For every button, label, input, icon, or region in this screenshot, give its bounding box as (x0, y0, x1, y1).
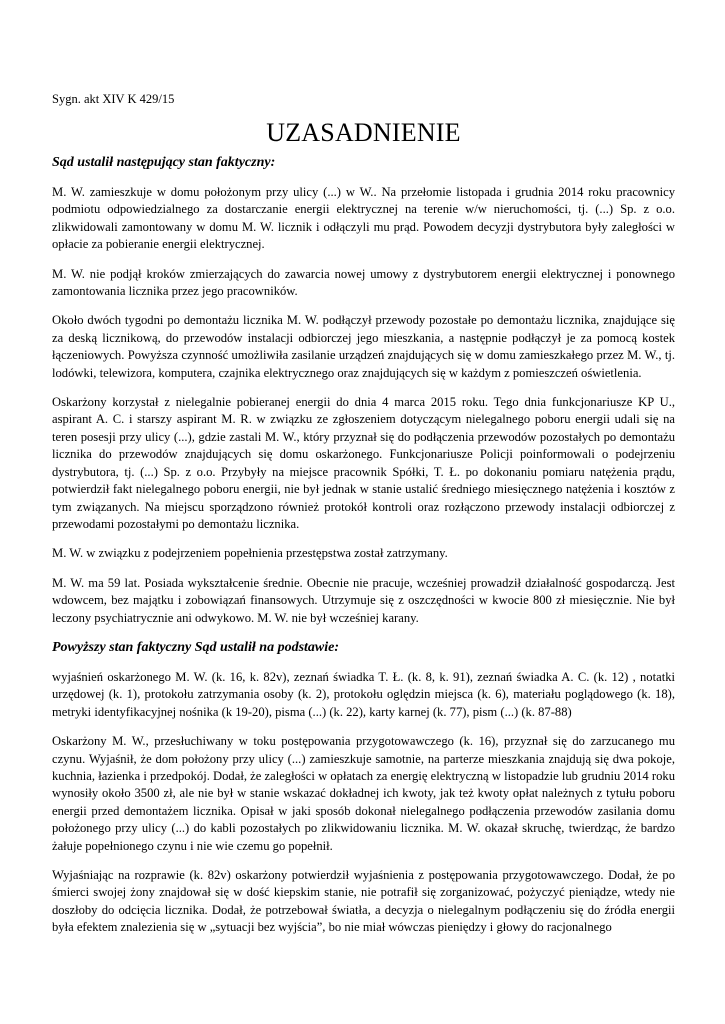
basis-paragraph: Wyjaśniając na rozprawie (k. 82v) oskarżony potwierdził wyjaśnienia z postępowania przygotowawczego. Dodał, że po śmierci swojej żony znajdował się w dość kiepskim stanie, nie potrafił się zorganizować, pożyczyć pieniądze, wtedy nie doszłoby do odcięcia licznika. Dodał, że potrzebował światła, a decyzja o nielegalnym podłączeniu się do źródła energii była efektem znalezienia się w „sytuacji bez wyjścia”, bo nie miał wówczas pieniędzy i głowy do racjonalnego (52, 868, 675, 935)
document-title: UZASADNIENIE (266, 118, 461, 147)
case-signature: Sygn. akt XIV K 429/15 (52, 92, 175, 106)
basis-heading: Powyższy stan faktyczny Sąd ustalił na podstawie: (52, 639, 340, 655)
facts-paragraph: M. W. ma 59 lat. Posiada wykształcenie średnie. Obecnie nie pracuje, wcześniej prowadził działalność gospodarczą. Jest wdowcem, bez majątku i zobowiązań finansowych. Utrzymuje się z oszczędności w kwocie 800 zł miesięcznie. Nie był leczony psychiatrycznie ani odwykowo. M. W. nie był wcześniej karany. (52, 575, 675, 625)
facts-paragraph: M. W. nie podjął kroków zmierzających do zawarcia nowej umowy z dystrybutorem energii elektrycznej i ponownego zamontowania licznika przez jego pracowników. (52, 266, 675, 299)
facts-paragraph: M. W. zamieszkuje w domu położonym przy ulicy (...) w W.. Na przełomie listopada i grudnia 2014 roku pracownicy podmiotu odpowiedzialnego za dostarczanie energii elektrycznej na terenie w/w nieruchomości, tj. (...) Sp. z o.o. zlikwidowali zamontowany w domu M. W. licznik i odłączyli mu prąd. Powodem decyzji dystrybutora były zaległości w opłacie za pobieranie energii elektrycznej. (52, 185, 675, 252)
facts-paragraph: Około dwóch tygodni po demontażu licznika M. W. podłączył przewody pozostałe po demontażu licznika, znajdujące się za deską licznikową, do przewodów instalacji odbiorczej jego mieszkania, a następnie podłączył je za pomocą kostek łączeniowych. Powyższa czynność umożliwiła zasilanie urządzeń znajdujących się w domu zamieszkałego przez M. W., tj. lodówki, telewizora, komputera, czajnika elektrycznego oraz znajdujących się w każdym z pomieszczeń oświetlenia. (52, 313, 675, 380)
basis-paragraph: wyjaśnień oskarżonego M. W. (k. 16, k. 82v), zeznań świadka T. Ł. (k. 8, k. 91), zeznań świadka A. C. (k. 12) , notatki urzędowej (k. 1), protokołu zatrzymania osoby (k. 2), protokołu oględzin miejsca (k. 6), materiału poglądowego (k. 18), metryki identyfikacyjnej nośnika (k 19-20), pisma (...) (k. 22), karty karnej (k. 77), pism (...) (k. 87-88) (52, 669, 675, 719)
facts-heading: Sąd ustalił następujący stan faktyczny: (52, 155, 276, 170)
facts-paragraph: M. W. w związku z podejrzeniem popełnienia przestępstwa został zatrzymany. (52, 546, 448, 561)
facts-paragraph: Oskarżony korzystał z nielegalnie pobieranej energii do dnia 4 marca 2015 roku. Tego dnia funkcjonariusze KP U., aspirant A. C. i starszy aspirant M. R. w związku ze zgłoszeniem dotyczącym nielegalnego poboru energii udali się na teren posesji przy ulicy (...), gdzie zastali M. W., który przyznał się do podłączenia przewodów pozostałych po demontażu licznika do przewodów znajdujących się domu oskarżonego. Funkcjonariusze Policji poinformowali o podejrzeniu dystrybutora, tj. (...) Sp. z o.o. Przybyły na miejsce pracownik Spółki, T. Ł. po dokonaniu pomiaru natężenia prądu, potwierdził fakt nielegalnego poboru energii, nie był jednak w stanie ustalić średniego miesięcznego natężenia i kosztów z tym związanych. Na miejscu sporządzono również protokół kontroli oraz rozłączono przewody instalacji odbiorczej z przewodami pozostałymi po demontażu licznika. (52, 395, 675, 531)
basis-paragraph: Oskarżony M. W., przesłuchiwany w toku postępowania przygotowawczego (k. 16), przyznał się do zarzucanego mu czynu. Wyjaśnił, że dom położony przy ulicy (...) zamieszkuje samotnie, na parterze mieszkania znajdują się dwa pokoje, kuchnia, łazienka i przedpokój. Dodał, że zaległości w opłatach za energię elektryczną w listopadzie lub grudniu 2014 roku wynosiły około 3500 zł, ale nie był w stanie wskazać dokładnej ich kwoty, jak też kwoty opłat należnych z tytułu poboru energii przed demontażem licznika. Opisał w jaki sposób dokonał nielegalnego podłączenia przewodów zasilania domu położonego przy ulicy (...) do kabli pozostałych po zlikwidowaniu licznika. M. W. okazał skruchę, twierdząc, że bardzo żałuje popełnionego czynu i nie wie czemu go popełnił. (52, 734, 675, 853)
